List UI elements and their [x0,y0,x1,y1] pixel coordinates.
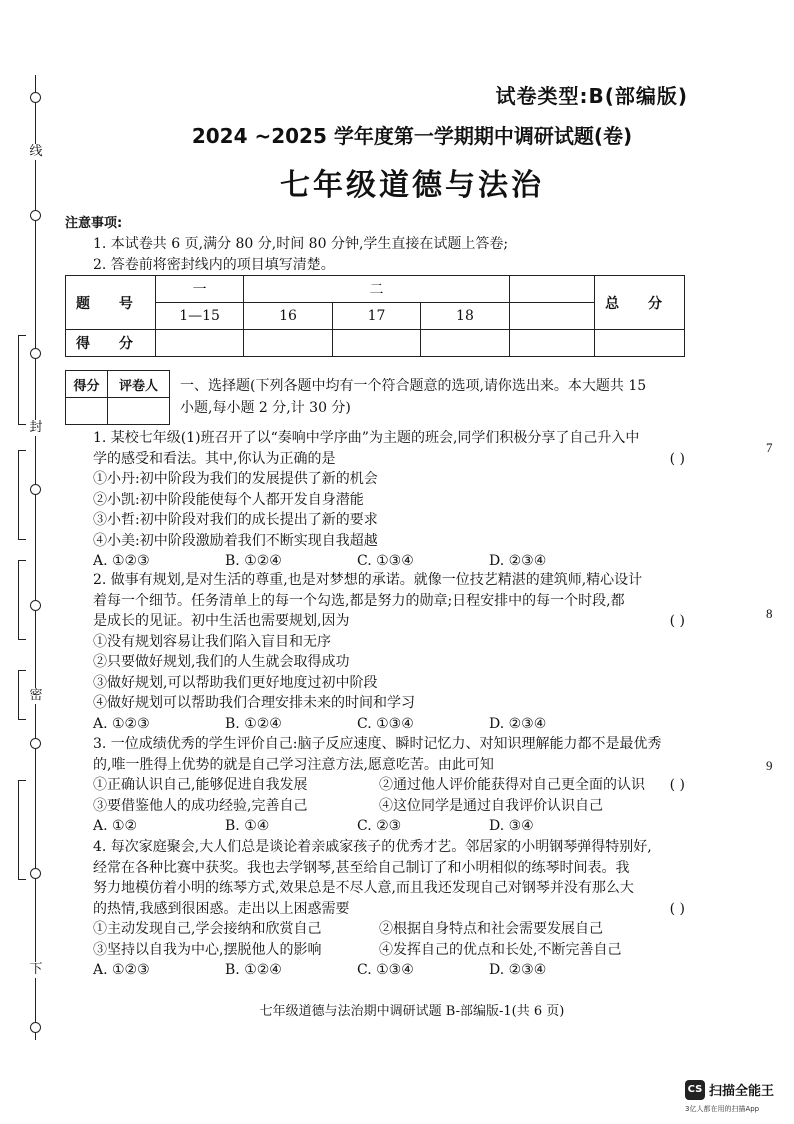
binding-bracket [18,670,26,720]
statement: ④做好规划可以帮助我们合理安排未来的时间和学习 [93,695,415,711]
statement: ①正确认识自己,能够促进自我发展 [93,777,308,793]
binding-circle [30,868,41,879]
right-edge-number: 8 [766,606,773,621]
answer-blank[interactable]: ( ) [669,613,685,629]
camscanner-name: 扫描全能王 [709,1084,775,1099]
statement: ①没有规划容易让我们陷入盲目和无序 [93,633,331,650]
option-c[interactable]: C. ①③④ [357,715,414,732]
binding-char-feng: 封 [29,420,43,435]
score-cell[interactable] [332,330,420,357]
answer-blank[interactable]: ( ) [669,450,685,467]
subcol-blank [509,303,594,330]
subcol-1-15: 1—15 [155,303,243,330]
option-b[interactable]: B. ①②④ [225,553,282,569]
option-a[interactable]: A. ①②③ [93,715,150,732]
option-d[interactable]: D. ②③④ [489,715,547,732]
statement: ③坚持以自我为中心,摆脱他人的影响 [93,941,322,958]
score-cell[interactable] [509,330,594,357]
question-stem: 1. 某校七年级(1)班召开了以“奏响中学序曲”为主题的班会,同学们积极分享了自己升入中 [93,430,640,446]
notice-item: 1. 本试卷共 6 页,满分 80 分,时间 80 分钟,学生直接在试题上答卷; [93,236,509,252]
question-stem: 的,唯一胜得上优势的就是自己学习注意方法,愿意吃苦。由此可知 [93,756,494,773]
question-stem: 经常在各种比赛中获奖。我也去学钢琴,甚至给自己制订了和小明相似的练琴时间表。我 [93,859,630,876]
score-cell-total[interactable] [595,330,685,357]
binding-circle [30,210,41,221]
notice-item: 2. 答卷前将密封线内的项目填写清楚。 [93,257,335,273]
row-label-score: 得 分 [66,330,156,357]
score-cell[interactable] [244,330,332,357]
question-stem: 的热情,我感到很困惑。走出以上困惑需要 [93,900,350,917]
question-4 [93,837,691,981]
section-line: 小题,每小题 2 分,计 30 分) [180,400,351,416]
binding-circle [30,1022,41,1033]
exam-year-line: 2024 ~2025 学年度第一学期期中调研试题(卷) [191,124,633,148]
binding-circle [30,92,41,103]
subcol-18: 18 [421,303,509,330]
option-c[interactable]: C. ①③④ [357,962,414,978]
header-part-two: 二 [244,276,509,303]
option-a[interactable]: A. ①②③ [93,962,150,978]
binding-circle [30,484,41,495]
subcol-17: 17 [332,303,420,330]
camscanner-logo-icon: CS [685,1080,705,1100]
statement: ①小丹:初中阶段为我们的发展提供了新的机会 [93,471,378,487]
camscanner-tagline: 3亿人都在用的扫描App [685,1105,760,1113]
question-1 [93,428,691,572]
question-3 [93,734,691,837]
statement: ③要借鉴他人的成功经验,完善自己 [93,797,308,814]
score-cell[interactable] [155,330,243,357]
statement: ④小美:初中阶段激励着我们不断实现自我超越 [93,532,378,549]
question-stem: 4. 每次家庭聚会,大人们总是谈论着亲戚家孩子的优秀才艺。邻居家的小明钢琴弹得特别好, [93,839,652,855]
statement: ②小凯:初中阶段能使每个人都开发自身潜能 [93,491,364,508]
answer-blank[interactable]: ( ) [669,900,685,917]
grader-table [65,370,170,425]
binding-bracket [18,560,26,640]
binding-char-xian: 线 [29,144,43,159]
section-line: 一、选择题(下列各题中均有一个符合题意的选项,请你选出来。本大题共 15 [180,378,647,394]
score-table [65,275,685,357]
binding-bracket [18,335,26,425]
binding-bracket [18,450,26,540]
option-c[interactable]: C. ②③ [357,818,402,834]
statement: ②根据自身特点和社会需要发展自己 [379,921,603,937]
statement: ①主动发现自己,学会接纳和欣赏自己 [93,921,322,937]
right-edge-number: 7 [766,440,773,455]
subcol-16: 16 [244,303,332,330]
statement: ④这位同学是通过自我评价认识自己 [379,797,603,814]
right-edge-number: 9 [766,758,773,773]
binding-circle [30,600,41,611]
question-stem: 2. 做事有规划,是对生活的尊重,也是对梦想的承诺。就像一位技艺精湛的建筑师,精心设计 [93,572,643,588]
notice-heading: 注意事项: [65,216,123,231]
binding-circle [30,348,41,359]
binding-bracket [18,780,26,880]
grader-score-cell[interactable] [66,398,108,425]
grader-score-label: 得分 [66,371,108,398]
option-d[interactable]: D. ②③④ [489,553,547,569]
header-total: 总 分 [595,276,685,330]
question-stem: 学的感受和看法。其中,你认为正确的是 [93,450,336,467]
option-a[interactable]: A. ①② [93,818,138,834]
page-footer: 七年级道德与法治期中调研试题 B-部编版-1(共 6 页) [259,1004,565,1019]
binding-char-mi: 密 [29,688,43,703]
option-b[interactable]: B. ①②④ [225,962,282,978]
option-a[interactable]: A. ①②③ [93,553,150,569]
paper-type: 试卷类型:B(部编版) [495,84,688,108]
section-one-heading [180,375,690,419]
header-part-one: 一 [155,276,243,303]
option-b[interactable]: B. ①②④ [225,715,282,732]
statement: ②通过他人评价能获得对自己更全面的认识 [379,777,645,793]
answer-blank[interactable]: ( ) [669,777,685,793]
statement: ②只要做好规划,我们的人生就会取得成功 [93,654,350,670]
option-c[interactable]: C. ①③④ [357,553,414,569]
question-stem: 着每一个细节。任务清单上的每一个勾选,都是努力的勋章;日程安排中的每一个时段,都 [93,592,625,609]
header-part-two-cont [509,276,594,303]
option-b[interactable]: B. ①④ [225,818,270,834]
option-d[interactable]: D. ③④ [489,818,534,834]
question-stem: 是成长的见证。初中生活也需要规划,因为 [93,613,350,629]
question-stem: 3. 一位成绩优秀的学生评价自己:脑子反应速度、瞬时记忆力、对知识理解能力都不是最优秀 [93,736,662,752]
statement: ④发挥自己的优点和长处,不断完善自己 [379,941,622,958]
binding-circle [30,738,41,749]
option-d[interactable]: D. ②③④ [489,962,547,978]
grader-name-cell[interactable] [107,398,169,425]
score-cell[interactable] [421,330,509,357]
question-stem: 努力地模仿着小明的练琴方式,效果总是不尽人意,而且我还发现自己对钢琴并没有那么大 [93,880,634,896]
binding-char-xia: 下 [29,962,43,977]
page-title: 七年级道德与法治 [280,168,544,203]
statement: ③小哲:初中阶段对我们的成长提出了新的要求 [93,512,378,528]
row-label-question-number: 题 号 [66,276,156,330]
statement: ③做好规划,可以帮助我们更好地度过初中阶段 [93,674,378,691]
grader-name-label: 评卷人 [107,371,169,398]
question-2 [93,570,691,734]
